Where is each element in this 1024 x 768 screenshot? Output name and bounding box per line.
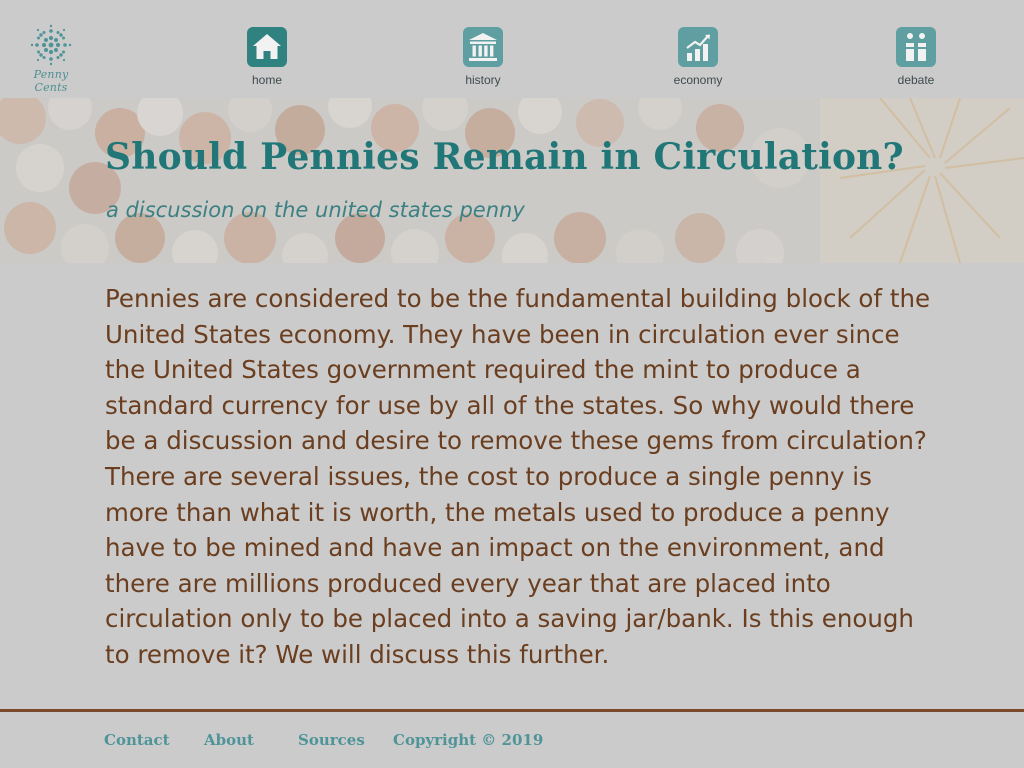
intro-paragraph: Pennies are considered to be the fundamental building block of the United States economy. They have been in circulation ever since the United States government required the mint to produce a standard currency for use by all of the states. So why would there be a discussion and desire to remove these gems from circulation? There are several issues, the cost to produce a single penny is more than what it is worth, the metals used to produce a penny have to be mined and have an impact on the environment, and there are millions produced every year that are placed into circulation only to be placed into a saving jar/bank. Is this enough to remove it? We will discuss this further. <box>105 284 931 669</box>
top-navigation <box>0 0 1024 98</box>
site-logo[interactable] <box>16 24 86 94</box>
nav-debate[interactable] <box>876 27 956 87</box>
podium-icon <box>896 27 936 67</box>
nav-debate-label: debate <box>897 73 935 87</box>
hero-banner <box>0 98 1024 263</box>
nav-economy[interactable] <box>658 27 738 87</box>
footer-contact-link[interactable]: Contact <box>104 731 170 749</box>
page-title: Should Pennies Remain in Circulation? <box>105 136 904 178</box>
nav-economy-label: economy <box>673 73 723 87</box>
footer-copyright: Copyright © 2019 <box>393 731 544 749</box>
house-icon <box>247 27 287 67</box>
nav-history[interactable] <box>443 27 523 87</box>
footer <box>0 712 1024 768</box>
footer-about-link[interactable]: About <box>204 731 254 749</box>
nav-home[interactable] <box>227 27 307 87</box>
nav-history-label: history <box>465 73 501 87</box>
growth-chart-icon <box>678 27 718 67</box>
coin-dots-icon <box>30 24 72 66</box>
footer-sources-link[interactable]: Sources <box>298 731 365 749</box>
page-subtitle: a discussion on the united states penny <box>106 198 525 222</box>
hero-overlay <box>0 98 1024 263</box>
nav-home-label: home <box>251 73 283 87</box>
museum-icon <box>463 27 503 67</box>
logo-text: Penny Cents <box>33 68 69 94</box>
